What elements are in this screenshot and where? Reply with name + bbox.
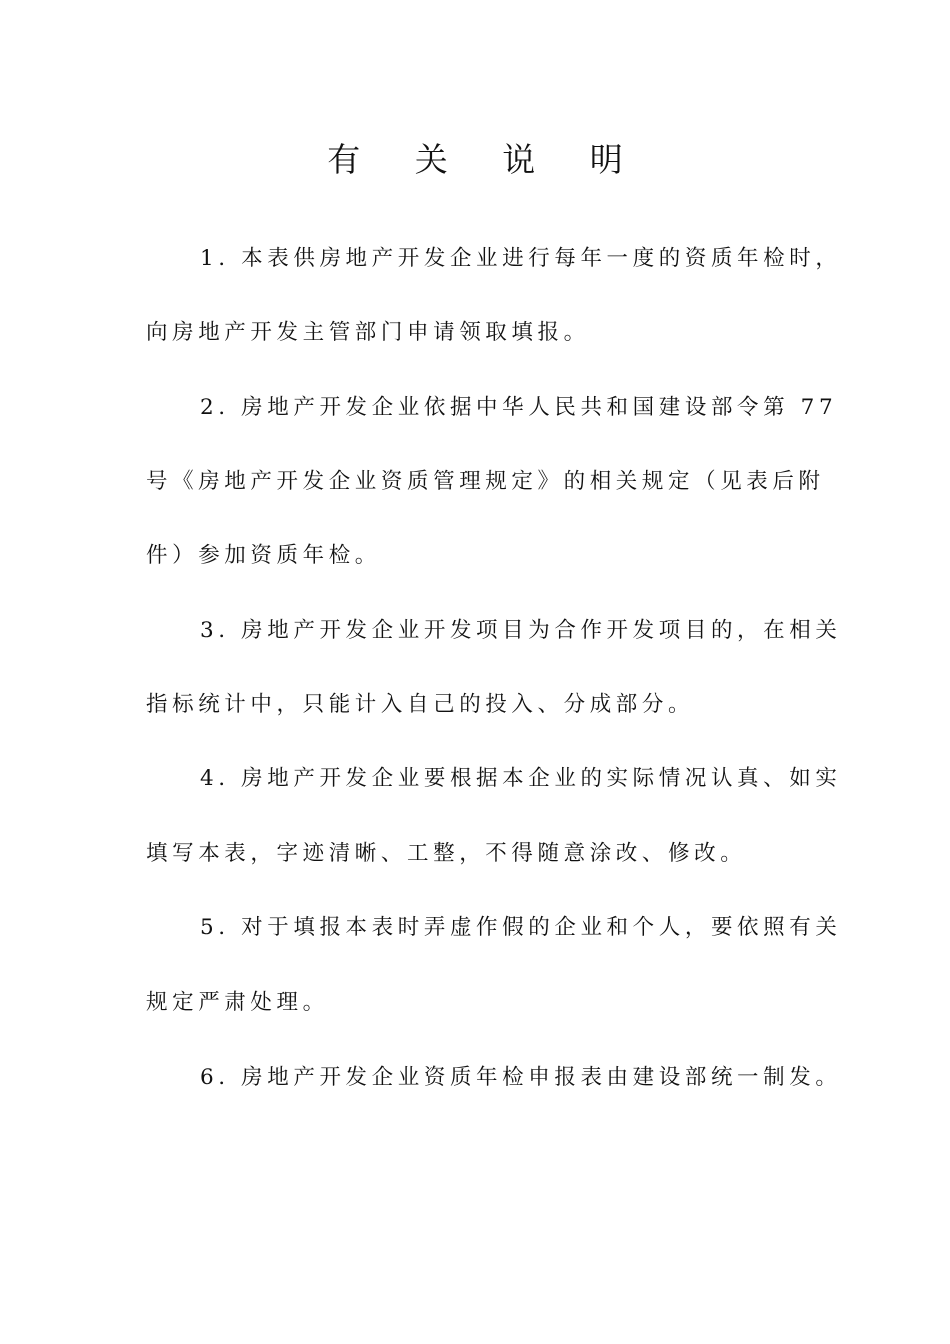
paragraph-4-line-2: 填写本表，字迹清晰、工整，不得随意涂改、修改。 <box>146 841 747 866</box>
paragraph-3-line-1: 3. 房地产开发企业开发项目为合作开发项目的，在相关 <box>200 618 842 643</box>
paragraph-6-line-1: 6. 房地产开发企业资质年检申报表由建设部统一制发。 <box>200 1065 842 1090</box>
paragraph-1-line-2: 向房地产开发主管部门申请领取填报。 <box>146 320 590 345</box>
paragraph-5-line-2: 规定严肃处理。 <box>146 990 329 1015</box>
paragraph-3-line-2: 指标统计中，只能计入自己的投入、分成部分。 <box>146 692 695 717</box>
paragraph-2-line-2: 号《房地产开发企业资质管理规定》的相关规定（见表后附 <box>146 469 825 494</box>
paragraph-2-line-3: 件）参加资质年检。 <box>146 543 381 568</box>
paragraph-2-line-1: 2. 房地产开发企业依据中华人民共和国建设部令第 77 <box>200 395 838 420</box>
paragraph-1-line-1: 1. 本表供房地产开发企业进行每年一度的资质年检时， <box>200 246 842 271</box>
document-title: 有 关 说 明 <box>327 140 645 179</box>
paragraph-4-line-1: 4. 房地产开发企业要根据本企业的实际情况认真、如实 <box>200 766 842 791</box>
paragraph-5-line-1: 5. 对于填报本表时弄虚作假的企业和个人，要依照有关 <box>200 915 842 940</box>
